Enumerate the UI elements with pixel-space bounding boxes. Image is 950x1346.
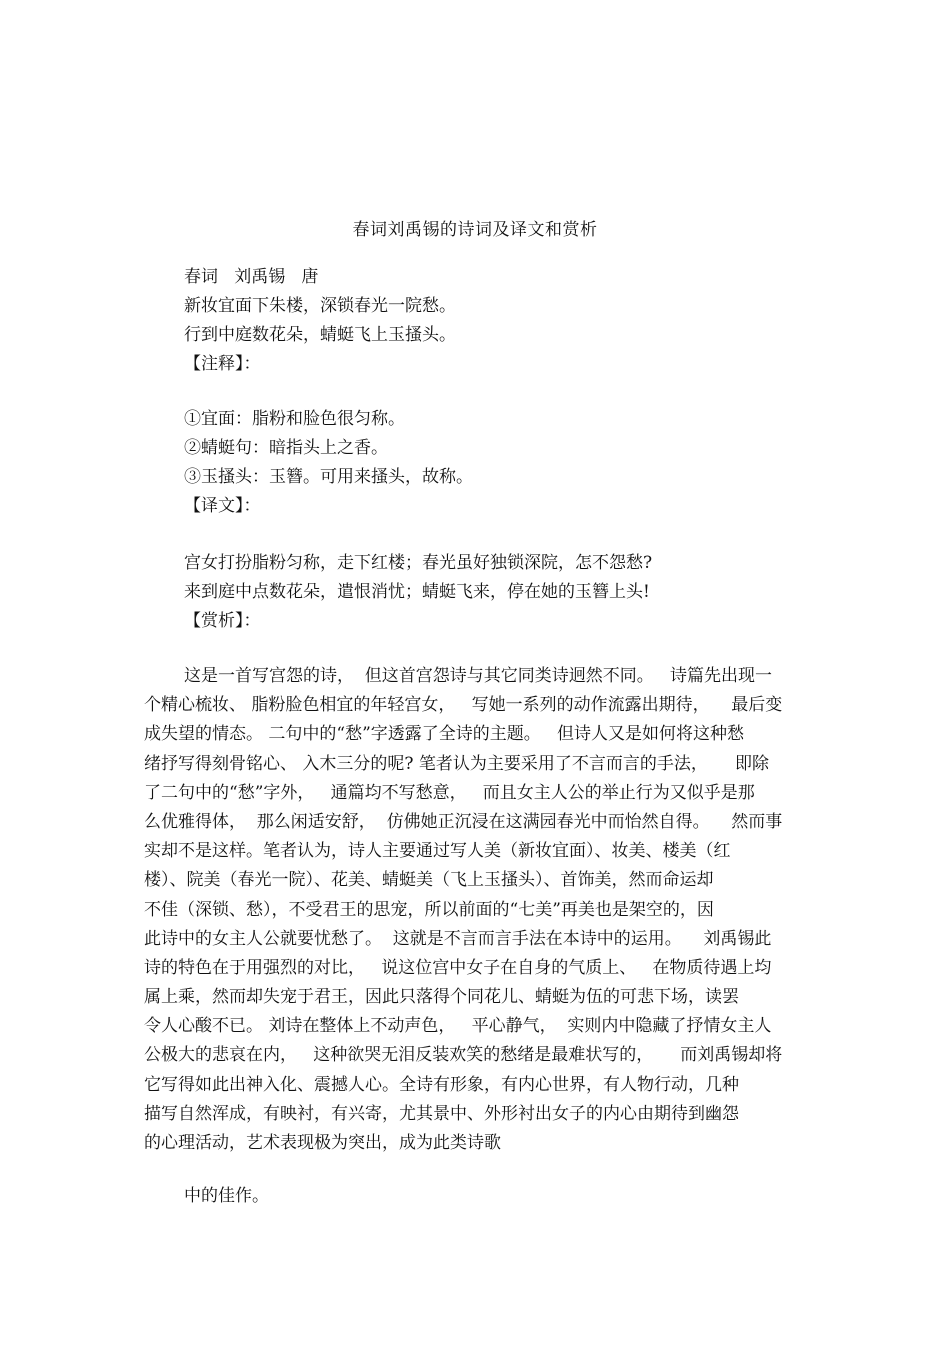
poem-line: 行到中庭数花朵，蜻蜓飞上玉搔头。 (184, 325, 456, 345)
translation-label: 【译文】： (184, 496, 261, 516)
appreciation-ending: 中的佳作。 (184, 1186, 269, 1206)
appreciation-line: 实却不是这样。笔者认为，诗人主要通过写人美（新妆宜面）、妆美、楼美（红 (144, 841, 731, 862)
appreciation-line: 此诗中的女主人公就要忧愁了。 这就是不言而言手法在本诗中的运用。 刘禹锡此 (144, 928, 772, 949)
appreciation-line: 绪抒写得刻骨铭心、 入木三分的呢? 笔者认为主要采用了不言而言的手法， 即除 (144, 753, 769, 774)
translation-section (184, 549, 824, 636)
document-title: 春词刘禹锡的诗词及译文和赏析 (352, 220, 598, 240)
appreciation-line: 楼）、院美（春光一院）、花美、蜻蜓美（飞上玉搔头）、首饰美，然而命运却 (144, 870, 714, 891)
appreciation-line: 公极大的悲哀在内， 这种欲哭无泪反装欢笑的愁绪是最难状写的， 而刘禹锡却将 (144, 1045, 783, 1066)
note-item: ①宜面：脂粉和脸色很匀称。 (184, 409, 405, 429)
appreciation-line: 的心理活动，艺术表现极为突出，成为此类诗歌 (144, 1133, 501, 1153)
poem-heading: 春词 刘禹锡 唐 (184, 267, 319, 287)
appreciation-line: 个精心梳妆、 脂粉脸色相宜的年轻宫女， 写她一系列的动作流露出期待， 最后变 (144, 695, 783, 716)
appreciation-line: 诗的特色在于用强烈的对比， 说这位宫中女子在自身的气质上、 在物质待遇上均 (144, 957, 772, 978)
appreciation-line: 了二句中的“愁”字外， 通篇均不写愁意， 而且女主人公的举止行为又似乎是那 (144, 782, 755, 803)
appreciation-label: 【赏析】： (184, 611, 261, 631)
appreciation-body (144, 662, 814, 1158)
appreciation-line: 么优雅得体， 那么闲适安舒， 仿佛她正沉浸在这满园春光中而怡然自得。 然而事 (144, 811, 783, 832)
appreciation-line: 这是一首写宫怨的诗， 但这首宫怨诗与其它同类诗迥然不同。 诗篇先出现一 (184, 666, 773, 686)
translation-line: 宫女打扮脂粉匀称，走下红楼；春光虽好独锁深院，怎不怨愁? (184, 553, 653, 573)
notes-label: 【注释】： (184, 354, 261, 374)
poem-line: 新妆宜面下朱楼，深锁春光一院愁。 (184, 296, 456, 316)
appreciation-line: 描写自然浑成，有映衬，有兴寄，尤其景中、外形衬出女子的内心由期待到幽怨 (144, 1103, 739, 1124)
appreciation-line: 它写得如此出神入化、震撼人心。全诗有形象，有内心世界，有人物行动，几种 (144, 1074, 739, 1095)
appreciation-line: 令人心酸不已。 刘诗在整体上不动声色， 平心静气， 实则内中隐藏了抒情女主人 (144, 1016, 772, 1037)
appreciation-line: 属上乘，然而却失宠于君王，因此只落得个同花儿、蜻蜓为伍的可悲下场，读罢 (144, 987, 739, 1008)
translation-line: 来到庭中点数花朵，遣恨消忧；蜻蜓飞来，停在她的玉簪上头! (184, 582, 650, 602)
note-item: ②蜻蜓句：暗指头上之香。 (184, 438, 388, 458)
appreciation-line: 不佳（深锁、愁），不受君王的思宠，所以前面的“七美”再美也是架空的，因 (144, 899, 714, 920)
poem-section (184, 263, 824, 379)
note-item: ③玉搔头：玉簪。可用来搔头，故称。 (184, 467, 473, 487)
appreciation-line: 成失望的情态。 二句中的“愁”字透露了全诗的主题。 但诗人又是如何将这种愁 (144, 724, 744, 745)
notes-section (184, 405, 824, 521)
